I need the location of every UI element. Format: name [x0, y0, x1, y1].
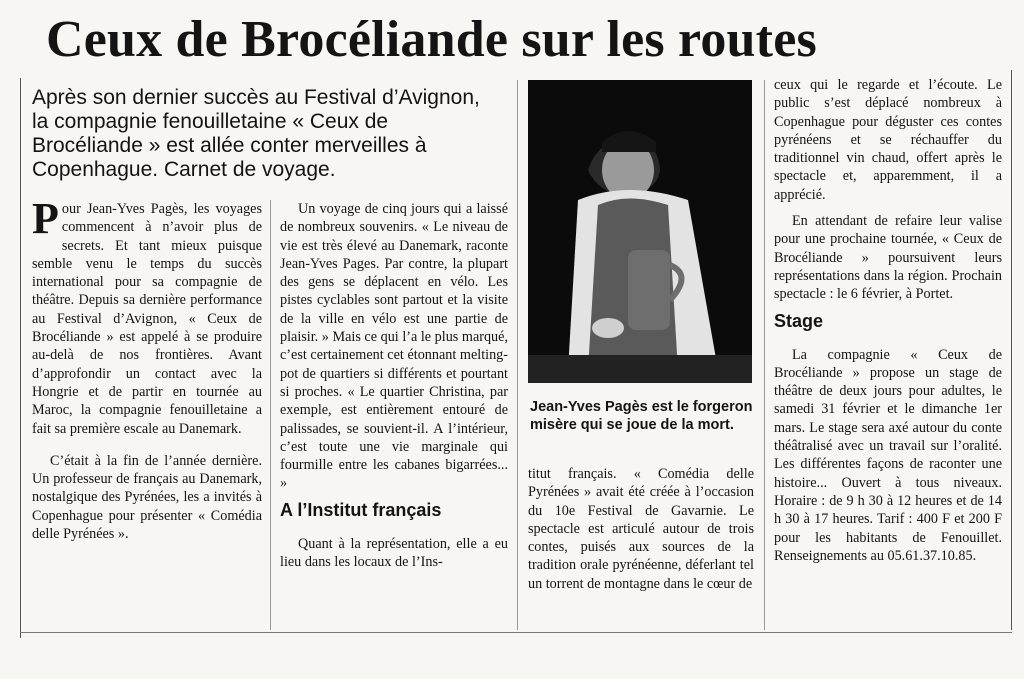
paragraph-1-text: our Jean-Yves Pagès, les voyages commencent à n’avoir plus de secrets. Et tant mieux puisque semble venu le temps du succès international pour sa compagnie de théâtre. Depuis sa dernière performance au Festival d’Avignon, « Ceux de Brocéliande » est appelé à se produire au-delà de nos frontières. Avant d’approfondir un contact avec la Hongrie et de partir en tournée au Maroc, la compagnie fenouilletaine a fait sa première escale au Danemark. — [32, 201, 262, 437]
left-border-rule — [20, 78, 21, 638]
column-rule-3 — [764, 80, 765, 630]
article-column-2 — [280, 200, 508, 571]
article-column-1 — [32, 194, 262, 543]
paragraph-2: C’était à la fin de l’année dernière. Un professeur de français au Danemark, nostalgique des Pyrénées, les a invités à Copenhague pour présenter « Comédia delle Pyrénées ». — [32, 452, 262, 543]
column-rule-1 — [270, 200, 271, 630]
bottom-rule — [20, 632, 1012, 633]
paragraph-3: Un voyage de cinq jours qui a laissé de nombreux souvenirs. « Le niveau de vie est très élevé au Danemark, raconte Jean-Yves Pages. Par contre, la plupart des gens se déplacent en vélo. Les pistes cyclables sont partout et la visite de la ville en vélo est une partie de plaisir. » Mais ce qui l’a le plus marqué, c’est certainement cet étonnant melting-pot de quartiers si différents et pourtant si proches. « Le quartier Christina, par exemple, est entièrement entouré de palissades, se souvient-il. A l’intérieur, c’est toute une vie marginale qui fourmille entre les cabanes bigarrées... » — [280, 201, 508, 492]
right-border-rule — [1011, 70, 1012, 630]
subheading-stage: Stage — [774, 310, 824, 331]
paragraph-6: ceux qui le regarde et l’écoute. Le public s’est déplacé nombreux à Copenhague pour déguster ces contes pyrénéens et se réchauffer du traditionnel vin chaud, offert après le spectacle et, apparemment, il a apprécié. — [774, 77, 1002, 203]
paragraph-1 — [32, 194, 262, 438]
photo-illustration — [528, 80, 752, 383]
headline: Ceux de Brocéliande sur les routes — [46, 11, 817, 68]
drop-cap: P — [32, 194, 59, 243]
lead-paragraph: Après son dernier succès au Festival d’Avignon, la compagnie fenouilletaine « Ceux de Brocéliande » est allée conter merveilles à Copenhague. Carnet de voyage. — [32, 86, 480, 181]
article-column-3 — [528, 465, 754, 593]
photo-caption: Jean-Yves Pagès est le forgeron misère qui se joue de la mort. — [530, 399, 753, 433]
subheading-institut: A l’Institut français — [280, 499, 442, 520]
paragraph-7: En attendant de refaire leur valise pour une prochaine tournée, « Ceux de Brocéliande » poursuivent leurs représentations dans la région. Prochain spectacle : le 6 février, à Portet. — [774, 213, 1002, 303]
paragraph-8: La compagnie « Ceux de Brocéliande » propose un stage de théâtre de deux jours pour adultes, le samedi 31 février et le dimanche 1er mars. Le stage sera axé autour du conte théâtralisé avec un travail sur l’oralité. Les différentes façons de raconter une histoire... Ouvert à tous niveaux. Horaire : de 9 h 30 à 12 heures et de 14 h 30 à 17 heures. Tarif : 400 F et 200 F pour les habitants de Fenouillet. Renseignements au 05.61.37.10.85. — [774, 346, 1002, 564]
paragraph-4: Quant à la représentation, elle a eu lieu dans les locaux de l’Ins- — [280, 535, 508, 571]
column-rule-2 — [517, 80, 518, 630]
article-column-4 — [774, 76, 1002, 565]
paragraph-5: titut français. « Comédia delle Pyrénées » avait été créée à l’occasion du 10e Festival de Gavarnie. Le spectacle est articulé autour de trois contes, puisés aux sources de la tradition orale pyrénéenne, déferlant tel un torrent de montagne dans le cœur de — [528, 466, 754, 592]
photo-actor — [528, 80, 752, 383]
